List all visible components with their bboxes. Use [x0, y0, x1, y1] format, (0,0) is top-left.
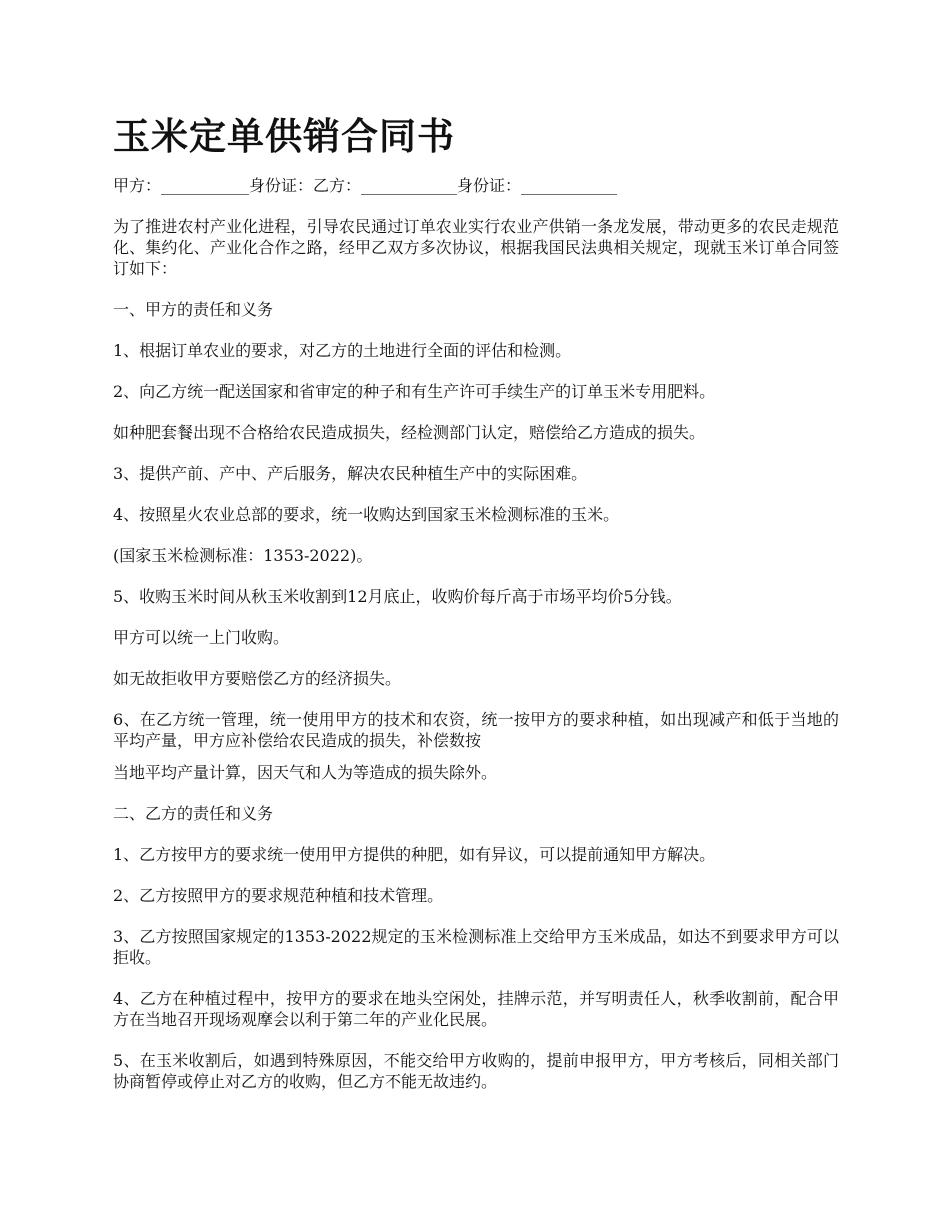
paragraph: 4、乙方在种植过程中，按甲方的要求在地头空闲处，挂牌示范，并写明责任人，秋季收割前，配合甲方在当地召开现场观摩会以利于第二年的产业化民展。	[113, 989, 839, 1029]
parties-line: 甲方：___________身份证：乙方：____________身份证：____________	[113, 176, 618, 195]
document-page	[113, 108, 839, 1112]
intro-paragraph: 为了推进农村产业化进程，引导农民通过订单农业实行农业产供销一条龙发展，带动更多的农民走规范化、集约化、产业化合作之路，经甲乙双方多次协议，根据我国民法典相关规定，现就玉米订单合同签订如下：	[113, 217, 839, 278]
paragraph: 2、乙方按照甲方的要求规范种植和技术管理。	[113, 886, 444, 905]
paragraph: 1、根据订单农业的要求，对乙方的土地进行全面的评估和检测。	[113, 341, 572, 360]
paragraph: 1、乙方按甲方的要求统一使用甲方提供的种肥，如有异议，可以提前通知甲方解决。	[113, 845, 716, 864]
paragraph: (国家玉米检测标准：1353-2022)。	[113, 546, 373, 565]
paragraph: 3、提供产前、产中、产后服务，解决农民种植生产中的实际困难。	[113, 464, 588, 483]
document-title: 玉米定单供销合同书	[113, 114, 455, 158]
paragraph: 6、在乙方统一管理，统一使用甲方的技术和农资，统一按甲方的要求种植，如出现减产和低于当地的平均产量，甲方应补偿给农民造成的损失，补偿数按	[113, 710, 839, 750]
paragraph: 2、向乙方统一配送国家和省审定的种子和有生产许可手续生产的订单玉米专用肥料。	[113, 382, 716, 401]
paragraph: 4、按照星火农业总部的要求，统一收购达到国家玉米检测标准的玉米。	[113, 505, 620, 524]
paragraph: 3、乙方按照国家规定的1353-2022规定的玉米检测标准上交给甲方玉米成品，如达不到要求甲方可以拒收。	[113, 927, 839, 967]
section-heading-party-a: 一、甲方的责任和义务	[113, 300, 274, 319]
paragraph: 5、在玉米收割后，如遇到特殊原因，不能交给甲方收购的，提前申报甲方，甲方考核后，同相关部门协商暂停或停止对乙方的收购，但乙方不能无故违约。	[113, 1051, 839, 1091]
paragraph: 当地平均产量计算，因天气和人为等造成的损失除外。	[113, 763, 498, 782]
paragraph: 5、收购玉米时间从秋玉米收割到12月底止，收购价每斤高于市场平均价5分钱。	[113, 587, 682, 606]
paragraph: 如种肥套餐出现不合格给农民造成损失，经检测部门认定，赔偿给乙方造成的损失。	[113, 423, 706, 442]
paragraph: 如无故拒收甲方要赔偿乙方的经济损失。	[113, 669, 402, 688]
section-heading-party-b: 二、乙方的责任和义务	[113, 804, 274, 823]
paragraph: 甲方可以统一上门收购。	[113, 628, 290, 647]
